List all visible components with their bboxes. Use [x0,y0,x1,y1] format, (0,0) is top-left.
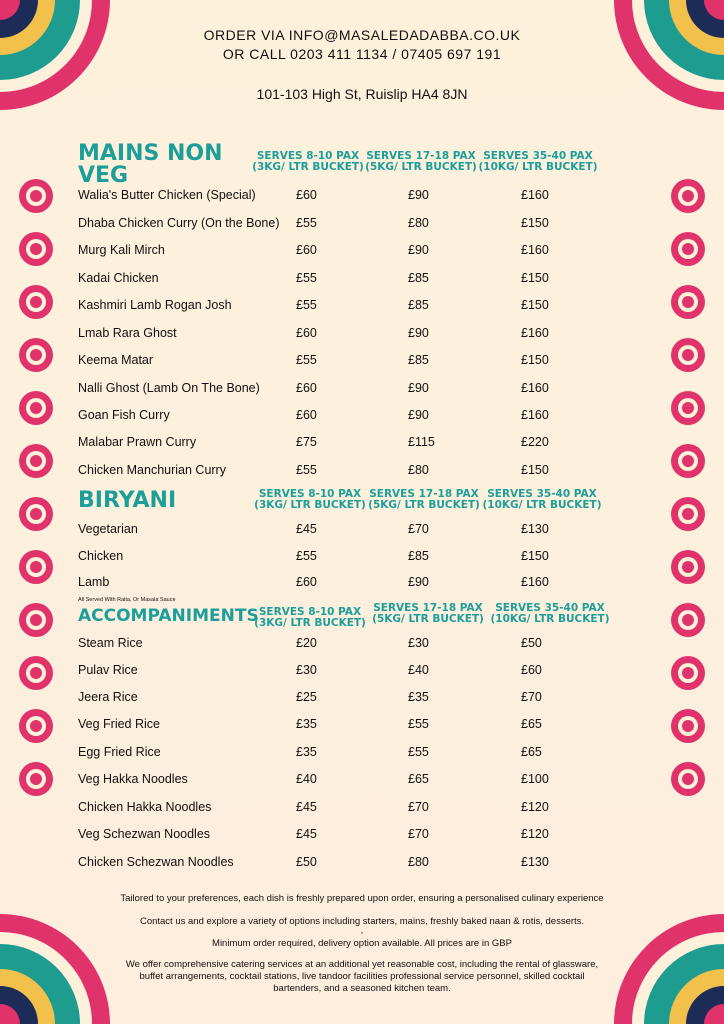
price-large: £130 [521,522,549,536]
price-small: £60 [296,408,317,422]
price-medium: £90 [408,326,429,340]
price-medium: £90 [408,381,429,395]
dish-name: Keema Matar [78,353,154,367]
price-small: £55 [296,216,317,230]
address-line: 101-103 High St, Ruislip HA4 8JN [256,86,468,102]
accomp-col2-header [368,603,488,625]
price-medium: £40 [408,663,429,677]
menu-row [78,636,638,654]
mains-col2-header [361,151,481,173]
floral-border-right [670,178,706,814]
dish-name: Veg Schezwan Noodles [78,827,211,841]
menu-row [78,188,638,206]
price-medium: £80 [408,855,429,869]
menu-row [78,800,638,818]
dish-name: Kadai Chicken [78,271,159,285]
menu-row [78,522,638,540]
menu-row [78,575,638,593]
mandala-corner-bottom-right [604,904,724,1024]
col-header-line: SERVES 35-40 PAX [487,488,597,500]
col-header-line: SERVES 17-18 PAX [369,488,479,500]
dish-name: Murg Kali Mirch [78,243,165,257]
price-small: £25 [296,690,317,704]
flower-icon [18,708,54,744]
price-medium: £70 [408,522,429,536]
price-small: £35 [296,745,317,759]
price-small: £45 [296,827,317,841]
menu-row [78,745,638,763]
price-medium: £55 [408,745,429,759]
price-medium: £85 [408,298,429,312]
flower-icon [670,496,706,532]
menu-row [78,408,638,426]
dish-name: Kashmiri Lamb Rogan Josh [78,298,232,312]
col-header-line: SERVES 8-10 PAX [256,150,360,162]
price-medium: £115 [408,435,435,449]
flower-icon [670,284,706,320]
dish-name: Chicken Manchurian Curry [78,463,226,477]
dish-name: Veg Fried Rice [78,717,160,731]
price-medium: £55 [408,717,429,731]
col-header-line: (10KG/ LTR BUCKET) [482,499,602,511]
price-large: £50 [521,636,542,650]
flower-icon [670,231,706,267]
menu-row [78,772,638,790]
flower-icon [18,496,54,532]
price-large: £60 [521,663,542,677]
dish-name: Jeera Rice [78,690,138,704]
dish-name: Malabar Prawn Curry [78,435,197,449]
price-medium: £30 [408,636,429,650]
menu-row [78,353,638,371]
menu-row [78,216,638,234]
footer-minimum-order: Minimum order required, delivery option available. All prices are in GBP [212,938,512,949]
phone-line[interactable]: OR CALL 0203 411 1134 / 07405 697 191 [222,46,502,62]
price-large: £65 [521,745,542,759]
biryani-col3-header [482,489,602,511]
menu-row [78,435,638,453]
dish-name: Lamb [78,575,110,589]
dish-name: Pulav Rice [78,663,138,677]
floral-border-left [18,178,54,814]
menu-row [78,827,638,845]
footer-comma: , [360,925,364,936]
price-large: £120 [521,827,549,841]
col-header-line: SERVES 8-10 PAX [258,488,362,500]
flower-icon [670,178,706,214]
price-large: £120 [521,800,549,814]
price-small: £45 [296,800,317,814]
price-large: £160 [521,381,549,395]
price-small: £35 [296,717,317,731]
col-header-line: SERVES 35-40 PAX [495,602,605,614]
flower-icon [670,443,706,479]
price-small: £40 [296,772,317,786]
menu-row [78,243,638,261]
menu-row [78,381,638,399]
price-small: £55 [296,463,317,477]
price-large: £100 [521,772,549,786]
col-header-line: (10KG/ LTR BUCKET) [490,613,610,625]
flower-icon [18,602,54,638]
price-small: £60 [296,326,317,340]
price-small: £55 [296,353,317,367]
flower-icon [18,231,54,267]
price-small: £60 [296,188,317,202]
menu-row [78,549,638,567]
biryani-col2-header [364,489,484,511]
dish-name: Vegetarian [78,522,138,536]
flower-icon [670,761,706,797]
footer-catering-services: We offer comprehensive catering services at an additional yet reasonable cost, including the rental of glassware, buffet arrangements, cocktail stations, live tandoor facilities professional service personnel, skilled cocktail bartenders, and a seasoned kitchen team. [125,959,599,994]
price-medium: £80 [408,463,429,477]
flower-icon [18,178,54,214]
menu-row [78,663,638,681]
price-medium: £85 [408,353,429,367]
price-small: £45 [296,522,317,536]
flower-icon [18,337,54,373]
biryani-title: BIRYANI [78,488,177,513]
price-large: £160 [521,243,549,257]
price-small: £55 [296,298,317,312]
price-small: £60 [296,575,317,589]
mains-col1-header [248,151,368,173]
price-small: £55 [296,271,317,285]
footer-contact: Contact us and explore a variety of options including starters, mains, freshly baked naan & rotis, desserts. [139,916,585,927]
flower-icon [18,655,54,691]
price-large: £150 [521,271,549,285]
price-small: £50 [296,855,317,869]
dish-name: Dhaba Chicken Curry (On the Bone) [78,216,280,230]
dish-name: Chicken Hakka Noodles [78,800,212,814]
flower-icon [18,443,54,479]
col-header-line: (10KG/ LTR BUCKET) [478,161,598,173]
price-small: £60 [296,243,317,257]
price-medium: £90 [408,188,429,202]
flower-icon [670,390,706,426]
price-medium: £70 [408,800,429,814]
accompaniments-title: ACCOMPANIMENTS [78,606,259,626]
dish-name: Veg Hakka Noodles [78,772,188,786]
price-small: £20 [296,636,317,650]
mains-title-line2: VEG [78,163,129,188]
price-medium: £90 [408,408,429,422]
col-header-line: (5KG/ LTR BUCKET) [372,613,484,625]
col-header-line: (3KG/ LTR BUCKET) [252,161,364,173]
price-medium: £65 [408,772,429,786]
price-small: £55 [296,549,317,563]
col-header-line: SERVES 35-40 PAX [483,150,593,162]
dish-name: Goan Fish Curry [78,408,170,422]
price-medium: £80 [408,216,429,230]
price-medium: £70 [408,827,429,841]
price-medium: £85 [408,549,429,563]
price-large: £160 [521,408,549,422]
price-medium: £35 [408,690,429,704]
price-small: £60 [296,381,317,395]
menu-row [78,690,638,708]
contact-header [0,26,724,102]
price-large: £150 [521,463,549,477]
flower-icon [670,655,706,691]
price-small: £30 [296,663,317,677]
flower-icon [18,549,54,585]
col-header-line: (5KG/ LTR BUCKET) [368,499,480,511]
biryani-col1-header [250,489,370,511]
dish-name: Nalli Ghost (Lamb On The Bone) [78,381,260,395]
mandala-corner-bottom-left [0,904,120,1024]
price-large: £65 [521,717,542,731]
price-large: £150 [521,353,549,367]
accomp-col1-header [250,607,370,629]
flower-icon [670,602,706,638]
biryani-note: All Served With Raita, Or Masala Sauce [78,597,176,603]
col-header-line: SERVES 17-18 PAX [366,150,476,162]
price-large: £220 [521,435,549,449]
dish-name: Steam Rice [78,636,143,650]
col-header-line: (3KG/ LTR BUCKET) [254,617,366,629]
accomp-col3-header [490,603,610,625]
menu-row [78,855,638,873]
mains-title [78,143,223,187]
col-header-line: (3KG/ LTR BUCKET) [254,499,366,511]
price-large: £150 [521,549,549,563]
col-header-line: SERVES 17-18 PAX [373,602,483,614]
flower-icon [670,708,706,744]
price-small: £75 [296,435,317,449]
price-large: £160 [521,188,549,202]
flower-icon [670,549,706,585]
dish-name: Chicken Schezwan Noodles [78,855,234,869]
price-large: £160 [521,575,549,589]
flower-icon [670,337,706,373]
dish-name: Lmab Rara Ghost [78,326,177,340]
dish-name: Walia's Butter Chicken (Special) [78,188,256,202]
price-large: £150 [521,216,549,230]
order-email-line[interactable]: ORDER VIA INFO@MASALEDADABBA.CO.UK [203,27,521,43]
col-header-line: (5KG/ LTR BUCKET) [365,161,477,173]
flower-icon [18,390,54,426]
price-large: £70 [521,690,542,704]
menu-row [78,271,638,289]
mains-title-line1: MAINS NON [78,141,223,166]
price-medium: £90 [408,575,429,589]
dish-name: Chicken [78,549,124,563]
price-large: £130 [521,855,549,869]
flower-icon [18,284,54,320]
menu-row [78,463,638,481]
price-large: £160 [521,326,549,340]
col-header-line: SERVES 8-10 PAX [258,606,362,618]
flower-icon [18,761,54,797]
price-medium: £85 [408,271,429,285]
mains-col3-header [478,151,598,173]
menu-row [78,326,638,344]
dish-name: Egg Fried Rice [78,745,161,759]
menu-row [78,717,638,735]
menu-row [78,298,638,316]
price-large: £150 [521,298,549,312]
price-medium: £90 [408,243,429,257]
footer-tailored: Tailored to your preferences, each dish is freshly prepared upon order, ensuring a personalised culinary experience [120,893,604,904]
